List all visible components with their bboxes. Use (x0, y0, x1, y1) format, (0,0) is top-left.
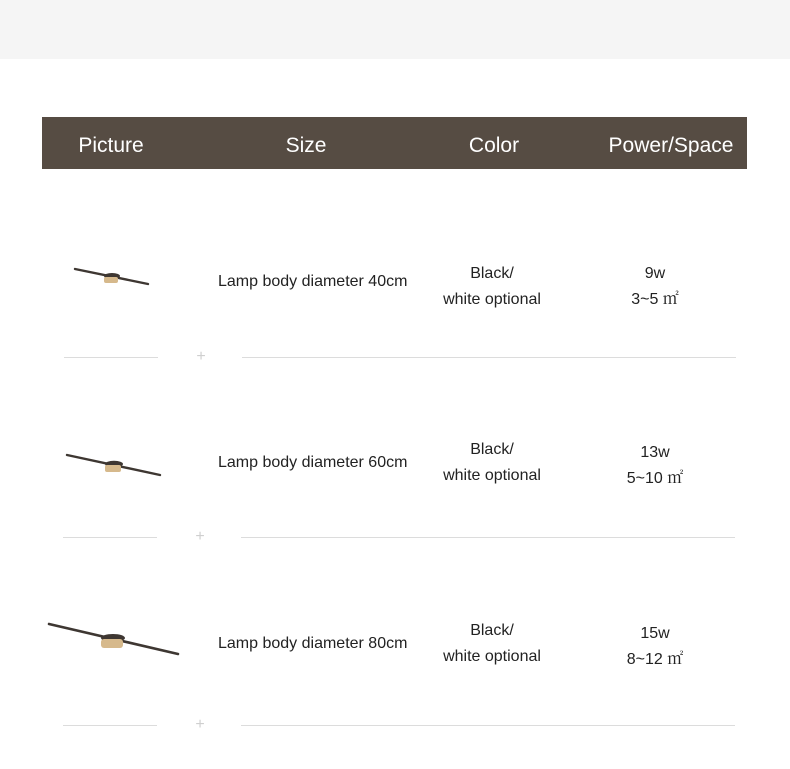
header-power-space: Power/Space (608, 134, 734, 157)
plus-separator: + (195, 528, 205, 545)
space-value: 3~5 ㎡ (631, 291, 679, 308)
table-row-40cm (0, 182, 790, 362)
power-cell (555, 621, 755, 673)
table-row-80cm (0, 542, 790, 722)
plus-separator: + (195, 716, 205, 733)
table-header (42, 117, 747, 169)
header-picture: Picture (78, 134, 144, 157)
size-cell: Lamp body diameter 40cm (218, 273, 408, 290)
row-divider-right (241, 537, 735, 538)
lamp-40cm-image (72, 264, 152, 290)
table-row-60cm (0, 362, 790, 542)
color-line-2: white optional (443, 291, 541, 308)
power-cell (555, 261, 755, 313)
color-line-1: Black/ (470, 265, 514, 282)
color-line-2: white optional (443, 648, 541, 665)
power-value: 13w (640, 444, 670, 461)
row-divider-left (64, 357, 158, 358)
header-color: Color (468, 134, 520, 157)
size-cell: Lamp body diameter 60cm (218, 454, 408, 471)
space-value: 5~10 ㎡ (626, 470, 684, 487)
lamp-60cm-image (64, 451, 164, 479)
power-value: 9w (644, 265, 666, 282)
row-divider-left (63, 725, 157, 726)
space-value: 8~12 ㎡ (626, 651, 684, 668)
row-divider-right (241, 725, 735, 726)
power-cell (555, 440, 755, 492)
lamp-80cm-image (46, 620, 182, 658)
header-size: Size (285, 134, 327, 157)
plus-separator: + (196, 348, 206, 365)
size-cell: Lamp body diameter 80cm (218, 635, 408, 652)
row-divider-left (63, 537, 157, 538)
color-line-1: Black/ (470, 622, 514, 639)
color-line-1: Black/ (470, 441, 514, 458)
color-line-2: white optional (443, 467, 541, 484)
row-divider-right (242, 357, 736, 358)
power-value: 15w (640, 625, 670, 642)
top-band (0, 0, 790, 59)
